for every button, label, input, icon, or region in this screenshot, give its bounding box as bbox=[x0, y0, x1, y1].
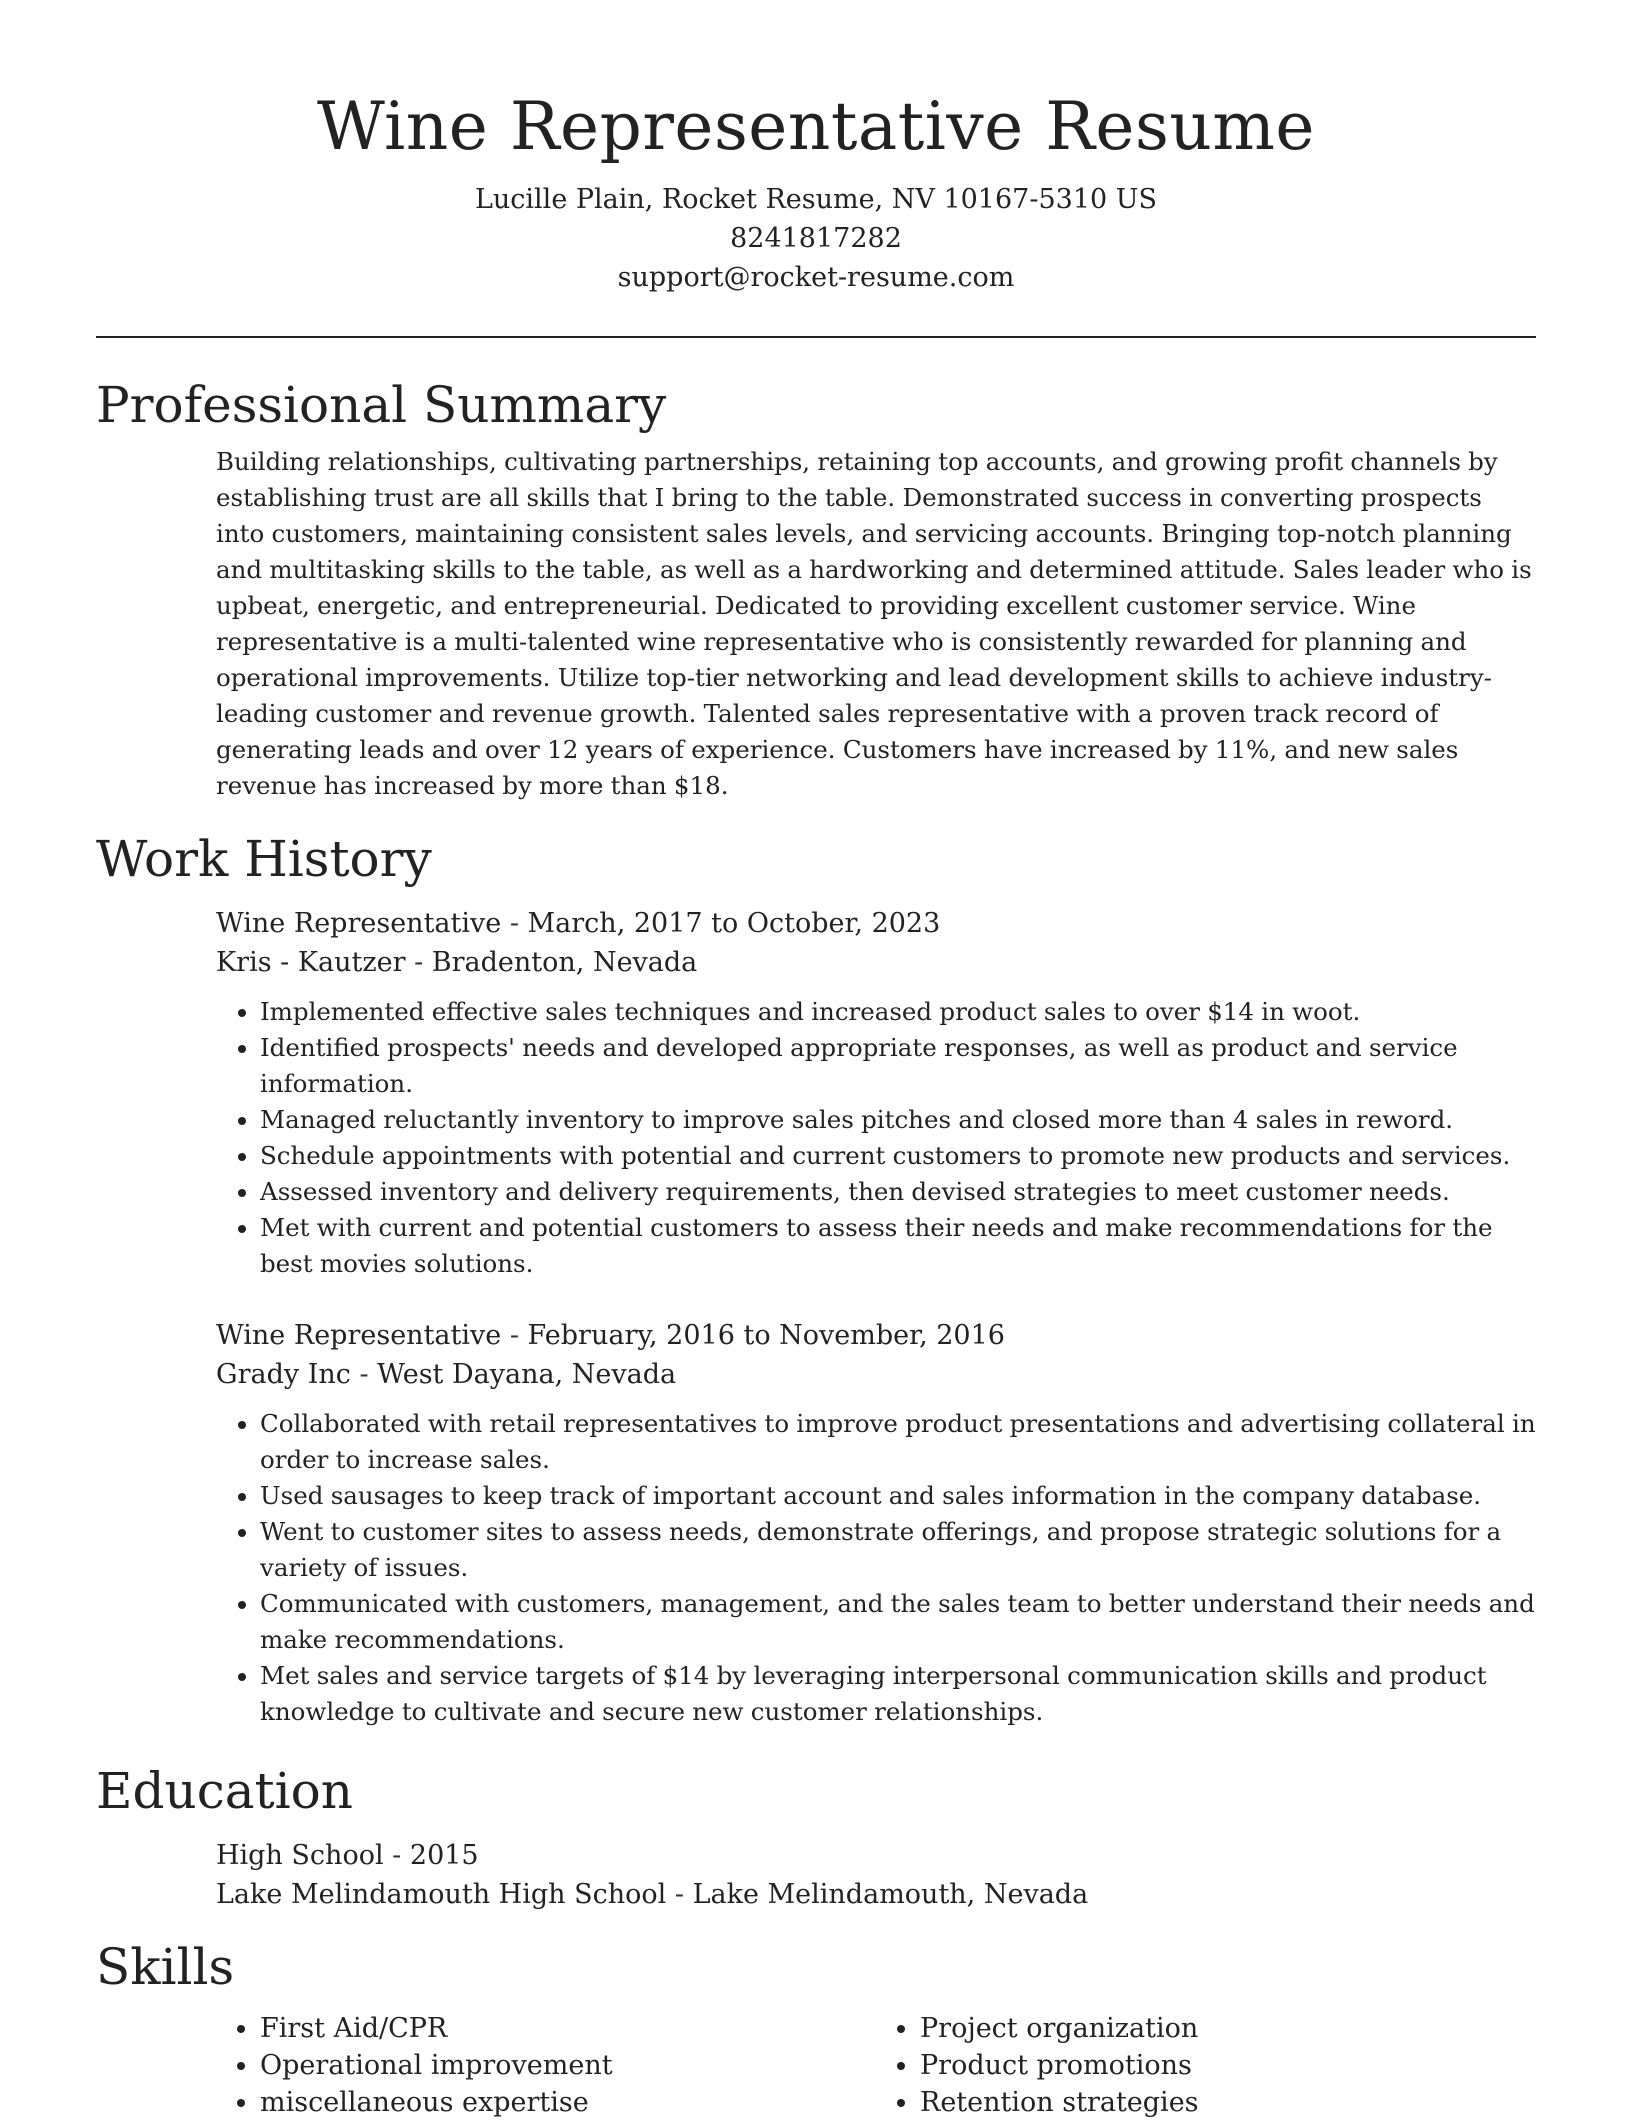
education-year: 2015 bbox=[409, 1840, 479, 1871]
summary-text: Building relationships, cultivating partnerships, retaining top accounts, and growing profit channels by establishing trust are all skills that I bring to the table. Demonstrated success in converting prospects into customers, maintaining consistent sales levels, and servicing accounts. Bringing top-notch planning and multitasking skills to the table, as well as a hardworking and determined attitude. Sales leader who is upbeat, energetic, and entrepreneurial. Dedicated to providing excellent customer service. Wine representative is a multi-talented wine representative who is consistently rewarded for planning and operational improvements. Utilize top-tier networking and lead development skills to achieve industry-leading customer and revenue growth. Talented sales representative with a proven track record of generating leads and over 12 years of experience. Customers have increased by 11%, and new sales revenue has increased by more than $18. bbox=[216, 447, 1532, 800]
skills-column-left bbox=[216, 2010, 876, 2121]
contact-block bbox=[96, 180, 1536, 297]
job-entry bbox=[216, 1316, 1536, 1730]
job-bullet: • Used sausages to keep track of important account and sales information in the company database. bbox=[260, 1478, 1536, 1514]
job-bullet: • Identified prospects' needs and developed appropriate responses, as well as product and service information. bbox=[260, 1030, 1536, 1102]
contact-address: Lucille Plain, Rocket Resume, NV 10167-5310 US bbox=[474, 184, 1158, 215]
job-bullet: • Schedule appointments with potential and current customers to promote new products and services. bbox=[260, 1138, 1536, 1174]
skill-item: • Operational improvement bbox=[260, 2047, 876, 2084]
job-title-line: Wine Representative - March, 2017 to October, 2023 bbox=[216, 908, 941, 939]
work-history-heading: Work History bbox=[96, 830, 432, 888]
job-bullets bbox=[216, 1406, 1536, 1730]
skill-item: • Product promotions bbox=[920, 2047, 1536, 2084]
job-bullet: • Assessed inventory and delivery requirements, then devised strategies to meet customer needs. bbox=[260, 1174, 1536, 1210]
skills-grid bbox=[216, 2010, 1536, 2121]
skills-heading: Skills bbox=[96, 1938, 235, 1996]
skill-item: • Retention strategies bbox=[920, 2084, 1536, 2121]
education-school-line: Lake Melindamouth High School - Lake Melindamouth, Nevada bbox=[216, 1879, 1089, 1910]
job-entry bbox=[216, 904, 1536, 1282]
education-location: Lake Melindamouth, Nevada bbox=[692, 1879, 1089, 1910]
job-bullet: • Managed reluctantly inventory to improve sales pitches and closed more than 4 sales in reword. bbox=[260, 1102, 1536, 1138]
job-location: West Dayana, Nevada bbox=[377, 1359, 677, 1390]
education-degree: High School bbox=[216, 1840, 384, 1871]
contact-phone: 8241817282 bbox=[730, 223, 902, 254]
skill-item: • Project organization bbox=[920, 2010, 1536, 2047]
contact-email: support@rocket-resume.com bbox=[617, 262, 1015, 293]
job-dates: February, 2016 to November, 2016 bbox=[527, 1320, 1005, 1351]
job-title: Wine Representative bbox=[216, 908, 502, 939]
job-company-line: Grady Inc - West Dayana, Nevada bbox=[216, 1359, 677, 1390]
resume-title: Wine Representative Resume bbox=[317, 88, 1315, 165]
job-company: Grady Inc bbox=[216, 1359, 351, 1390]
job-dates: March, 2017 to October, 2023 bbox=[527, 908, 941, 939]
job-location: Bradenton, Nevada bbox=[431, 947, 698, 978]
job-bullet: • Went to customer sites to assess needs, demonstrate offerings, and propose strategic solutions for a variety of issues. bbox=[260, 1514, 1536, 1586]
job-bullet: • Communicated with customers, management, and the sales team to better understand their needs and make recommendations. bbox=[260, 1586, 1536, 1658]
job-bullet: • Met sales and service targets of $14 by leveraging interpersonal communication skills and product knowledge to cultivate and secure new customer relationships. bbox=[260, 1658, 1536, 1730]
job-title: Wine Representative bbox=[216, 1320, 502, 1351]
job-bullets bbox=[216, 994, 1536, 1282]
education-entry bbox=[216, 1836, 1536, 1914]
summary-heading: Professional Summary bbox=[96, 376, 667, 434]
job-company-line: Kris - Kautzer - Bradenton, Nevada bbox=[216, 947, 698, 978]
skill-item: • First Aid/CPR bbox=[260, 2010, 876, 2047]
job-bullet: • Implemented effective sales techniques and increased product sales to over $14 in woot. bbox=[260, 994, 1536, 1030]
header-divider bbox=[96, 336, 1536, 338]
job-company: Kris - Kautzer bbox=[216, 947, 406, 978]
skills-column-right bbox=[876, 2010, 1536, 2121]
job-title-line: Wine Representative - February, 2016 to November, 2016 bbox=[216, 1320, 1005, 1351]
education-school: Lake Melindamouth High School bbox=[216, 1879, 667, 1910]
job-bullet: • Met with current and potential customers to assess their needs and make recommendations for the best movies solutions. bbox=[260, 1210, 1536, 1282]
education-degree-line: High School - 2015 bbox=[216, 1840, 479, 1871]
job-bullet: • Collaborated with retail representatives to improve product presentations and advertising collateral in order to increase sales. bbox=[260, 1406, 1536, 1478]
skill-item: • miscellaneous expertise bbox=[260, 2084, 876, 2121]
education-heading: Education bbox=[96, 1762, 353, 1820]
resume-page bbox=[96, 0, 1536, 2121]
